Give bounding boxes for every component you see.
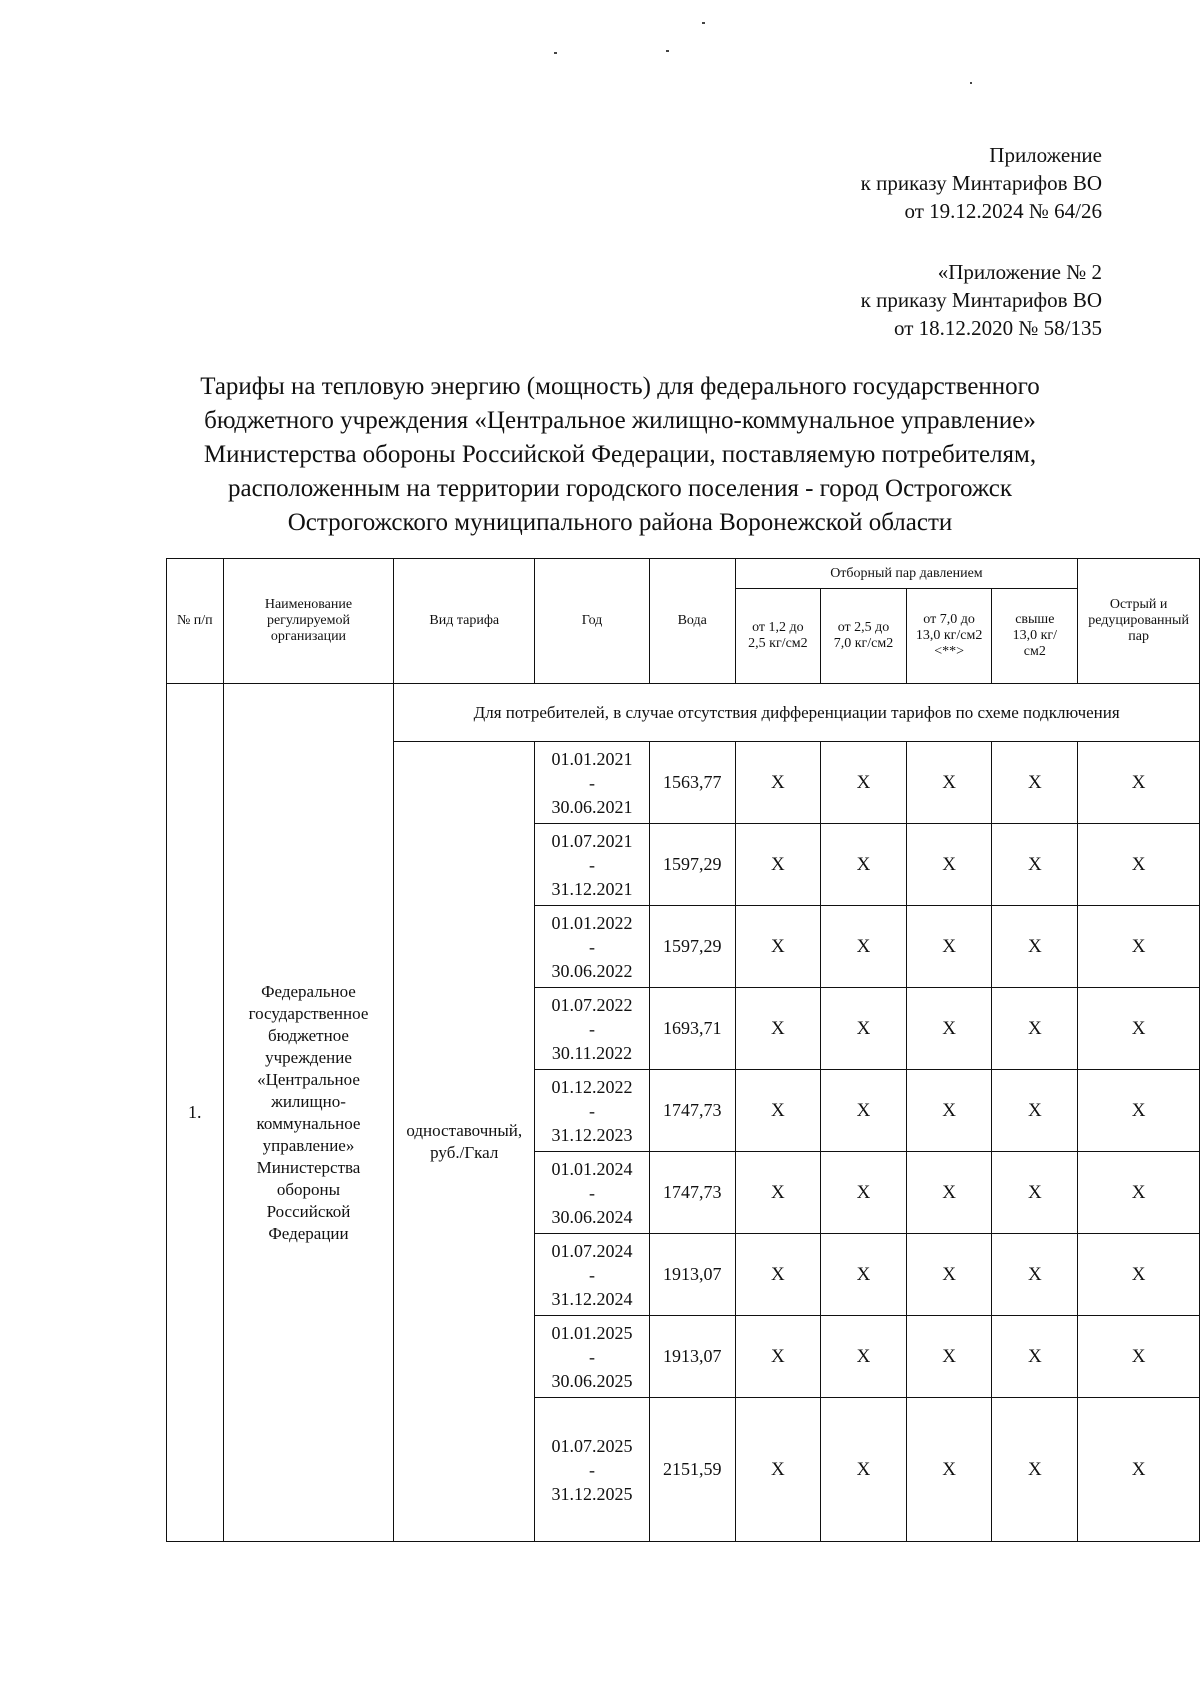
steam-tariff-cell: X (735, 1070, 821, 1152)
period-dash: - (589, 1459, 595, 1480)
header-sharp-steam: Острый и редуцированный пар (1078, 559, 1200, 684)
period-cell (535, 1234, 650, 1316)
steam-tariff-cell: X (1078, 742, 1200, 824)
steam-tariff-cell: X (735, 906, 821, 988)
organization-name: Федеральное государственное бюджетное учреждение «Центральное жилищно-коммунальное управление» Министерства обороны Российской Федерации (223, 684, 394, 1542)
steam-tariff-cell: X (821, 1234, 907, 1316)
period-cell (535, 988, 650, 1070)
scan-speck (702, 22, 705, 24)
document-title (150, 370, 1090, 540)
scan-speck (554, 52, 557, 54)
steam-tariff-cell: X (821, 1398, 907, 1542)
steam-tariff-cell: X (992, 824, 1078, 906)
period-dash: - (589, 936, 595, 957)
steam-tariff-cell: X (735, 1152, 821, 1234)
period-dash: - (589, 1182, 595, 1203)
scan-speck (970, 82, 972, 84)
period-dash: - (589, 1346, 595, 1367)
steam-tariff-cell: X (821, 824, 907, 906)
period-to: 30.06.2025 (551, 1370, 633, 1391)
steam-tariff-cell: X (735, 742, 821, 824)
steam-tariff-cell: X (1078, 1152, 1200, 1234)
period-to: 30.11.2022 (551, 1042, 633, 1063)
steam-tariff-cell: X (906, 1152, 992, 1234)
steam-tariff-cell: X (992, 1234, 1078, 1316)
header-water: Вода (649, 559, 735, 684)
period-from: 01.01.2024 (551, 1158, 633, 1179)
steam-tariff-cell: X (1078, 1234, 1200, 1316)
steam-tariff-cell: X (906, 824, 992, 906)
period-dash: - (589, 772, 595, 793)
scan-speck (666, 50, 669, 52)
water-tariff: 1563,77 (649, 742, 735, 824)
annex-original-line1: «Приложение № 2 (937, 260, 1102, 284)
period-cell (535, 742, 650, 824)
steam-tariff-cell: X (906, 1070, 992, 1152)
period-from: 01.07.2025 (551, 1435, 633, 1456)
period-to: 30.06.2022 (551, 960, 633, 981)
steam-tariff-cell: X (906, 906, 992, 988)
steam-tariff-cell: X (992, 1070, 1078, 1152)
period-to: 31.12.2021 (551, 878, 633, 899)
title-line5: Острогожского муниципального района Воронежской области (287, 509, 953, 536)
water-tariff: 1693,71 (649, 988, 735, 1070)
steam-tariff-cell: X (1078, 906, 1200, 988)
period-to: 31.12.2023 (551, 1124, 633, 1145)
period-dash: - (589, 854, 595, 875)
period-dash: - (589, 1018, 595, 1039)
steam-tariff-cell: X (821, 1070, 907, 1152)
period-dash: - (589, 1264, 595, 1285)
period-to: 31.12.2024 (551, 1288, 633, 1309)
title-line3: Министерства обороны Российской Федерации, поставляемую потребителям, (203, 441, 1037, 468)
water-tariff: 2151,59 (649, 1398, 735, 1542)
header-steam-2: от 2,5 до 7,0 кг/см2 (821, 589, 907, 684)
steam-tariff-cell: X (1078, 1316, 1200, 1398)
steam-tariff-cell: X (1078, 1398, 1200, 1542)
period-cell (535, 906, 650, 988)
period-from: 01.01.2022 (551, 912, 633, 933)
period-cell (535, 1316, 650, 1398)
annex-original-line3: от 18.12.2020 № 58/135 (893, 316, 1102, 340)
steam-tariff-cell: X (735, 1234, 821, 1316)
annex-current-line2: к приказу Минтарифов ВО (860, 171, 1102, 195)
period-from: 01.07.2022 (551, 994, 633, 1015)
annex-current-line1: Приложение (989, 143, 1102, 167)
period-from: 01.12.2022 (551, 1076, 633, 1097)
header-org: Наименование регулируемой организации (223, 559, 394, 684)
steam-tariff-cell: X (992, 1316, 1078, 1398)
steam-tariff-cell: X (735, 1316, 821, 1398)
title-line2: бюджетного учреждения «Центральное жилищно-коммунальное управление» (204, 407, 1036, 434)
steam-tariff-cell: X (992, 742, 1078, 824)
steam-tariff-cell: X (906, 1316, 992, 1398)
period-from: 01.01.2025 (551, 1322, 633, 1343)
period-cell (535, 1070, 650, 1152)
water-tariff: 1597,29 (649, 906, 735, 988)
header-year: Год (535, 559, 650, 684)
period-to: 31.12.2025 (551, 1483, 633, 1504)
steam-tariff-cell: X (821, 742, 907, 824)
water-tariff: 1597,29 (649, 824, 735, 906)
consumer-subheader: Для потребителей, в случае отсутствия дифференциации тарифов по схеме подключения (394, 684, 1200, 742)
steam-tariff-cell: X (735, 1398, 821, 1542)
steam-tariff-cell: X (906, 1398, 992, 1542)
annex-current-header (861, 141, 1102, 225)
steam-tariff-cell: X (821, 1316, 907, 1398)
steam-tariff-cell: X (821, 988, 907, 1070)
steam-tariff-cell: X (992, 988, 1078, 1070)
period-dash: - (589, 1100, 595, 1121)
period-cell (535, 824, 650, 906)
annex-current-line3: от 19.12.2024 № 64/26 (904, 199, 1102, 223)
period-from: 01.01.2021 (551, 748, 633, 769)
water-tariff: 1747,73 (649, 1070, 735, 1152)
header-steam-4: свыше 13,0 кг/см2 (992, 589, 1078, 684)
steam-tariff-cell: X (992, 906, 1078, 988)
header-steam-1: от 1,2 до 2,5 кг/см2 (735, 589, 821, 684)
header-steam-group: Отборный пар давлением (735, 559, 1078, 589)
steam-tariff-cell: X (992, 1398, 1078, 1542)
title-line1: Тарифы на тепловую энергию (мощность) для федерального государственного (200, 373, 1040, 400)
steam-tariff-cell: X (821, 906, 907, 988)
steam-tariff-cell: X (906, 742, 992, 824)
steam-tariff-cell: X (992, 1152, 1078, 1234)
row-number: 1. (167, 684, 224, 1542)
period-cell (535, 1398, 650, 1542)
tariff-type: одноставочный, руб./Гкал (394, 742, 535, 1542)
header-tariff-type: Вид тарифа (394, 559, 535, 684)
period-cell (535, 1152, 650, 1234)
period-to: 30.06.2021 (551, 796, 633, 817)
title-line4: расположенным на территории городского поселения - город Острогожск (228, 475, 1012, 502)
steam-tariff-cell: X (735, 988, 821, 1070)
annex-original-header (861, 258, 1102, 342)
header-steam-3: от 7,0 до 13,0 кг/см2 <**> (906, 589, 992, 684)
water-tariff: 1747,73 (649, 1152, 735, 1234)
period-from: 01.07.2021 (551, 830, 633, 851)
steam-tariff-cell: X (821, 1152, 907, 1234)
period-from: 01.07.2024 (551, 1240, 633, 1261)
steam-tariff-cell: X (1078, 1070, 1200, 1152)
steam-tariff-cell: X (735, 824, 821, 906)
steam-tariff-cell: X (906, 988, 992, 1070)
period-to: 30.06.2024 (551, 1206, 633, 1227)
water-tariff: 1913,07 (649, 1234, 735, 1316)
water-tariff: 1913,07 (649, 1316, 735, 1398)
steam-tariff-cell: X (1078, 824, 1200, 906)
tariffs-table (166, 558, 1200, 1542)
steam-tariff-cell: X (906, 1234, 992, 1316)
steam-tariff-cell: X (1078, 988, 1200, 1070)
annex-original-line2: к приказу Минтарифов ВО (860, 288, 1102, 312)
header-num: № п/п (167, 559, 224, 684)
